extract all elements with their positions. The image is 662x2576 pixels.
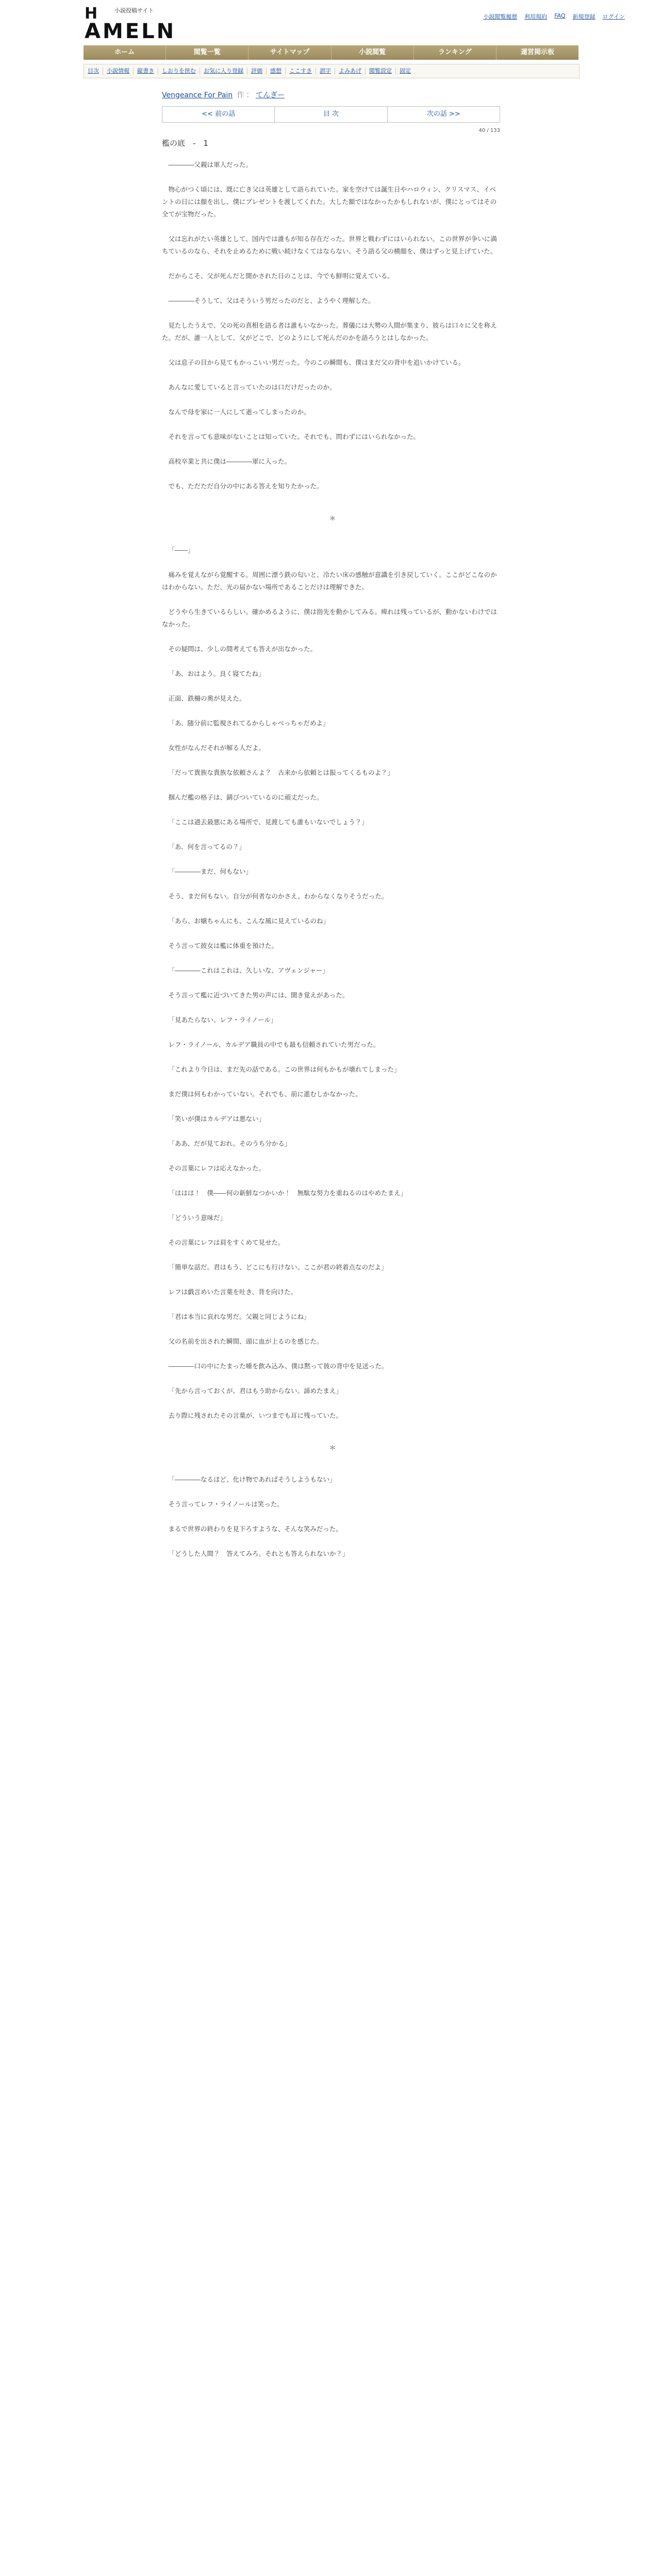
- subnav-kokosuki[interactable]: ここすき: [286, 67, 316, 75]
- body-paragraph: 父は息子の目から見てもかっこいい男だった。今のこの瞬間も、僕はまだ父の背中を追いかけている。: [168, 359, 465, 366]
- blank-line: [162, 754, 500, 767]
- blank-line: [162, 221, 500, 233]
- body-paragraph: 「先から言っておくが、君はもう助からない。諦めたまえ」: [168, 1387, 343, 1395]
- nav-browse[interactable]: 閲覧一覧: [166, 45, 249, 60]
- story-title-link[interactable]: Vengeance For Pain: [162, 91, 233, 99]
- nav-sitemap[interactable]: サイトマップ: [249, 45, 331, 60]
- blank-line: [162, 1150, 500, 1162]
- blank-line: [162, 282, 500, 295]
- body-paragraph: 「どういう意味だ」: [168, 1214, 227, 1222]
- body-paragraph: レフは戯言めいた言葉を吐き、背を向けた。: [168, 1288, 297, 1296]
- blank-line: [162, 730, 500, 742]
- body-paragraph: 「あ、随分前に監視されてるからしゃべっちゃだめよ」: [168, 719, 329, 727]
- body-paragraph: 女性がなんだそれが解る人だよ。: [168, 744, 266, 752]
- body-paragraph: 「ここは過去最悪にある場所で、見渡しても誰もいないでしょう？」: [168, 818, 368, 826]
- blank-line: [162, 804, 500, 816]
- body-paragraph: レフ・ライノール、カルデア職員の中でも最も信頼されていた男だった。: [168, 1041, 380, 1048]
- blank-line: [162, 344, 500, 357]
- blank-line: [162, 493, 500, 505]
- body-paragraph: 「君は本当に哀れな男だ。父親と同じようにね」: [168, 1313, 310, 1320]
- prev-chapter-link[interactable]: << 前の話: [162, 107, 275, 122]
- body-paragraph: 「笑いが僕はカルデアは悪ない」: [168, 1115, 266, 1123]
- body-paragraph: そう、まだ何もない。自分が何者なのかさえ、わからなくなりそうだった。: [168, 892, 388, 900]
- blank-line: [162, 779, 500, 791]
- subnav-rate[interactable]: 評価: [247, 67, 267, 75]
- blank-line: [162, 853, 500, 866]
- body-paragraph: 「あ、おはよう。良く寝てたね」: [168, 670, 265, 677]
- author-link[interactable]: てんぎー: [256, 91, 285, 99]
- blank-line: [162, 927, 500, 940]
- body-paragraph: 父は忘れがたい英雄として、国内では誰もが知る存在だった。世界と戦わずにはいられない。この世界が争いに満ちているのなら、それを止めるために戦い続けなくてはならない。そう語る父の横顔を、僕はずっと見上げていた。: [162, 235, 497, 255]
- blank-line: [162, 1199, 500, 1212]
- blank-line: [162, 1274, 500, 1286]
- body-paragraph: 「あ、何を言ってるの？」: [168, 843, 246, 851]
- blank-line: [162, 594, 500, 606]
- subnav-review[interactable]: 感想: [267, 67, 286, 75]
- body-paragraph: そう言って檻に近づいてきた男の声には、聞き覚えがあった。: [168, 991, 349, 999]
- blank-line: [162, 1026, 500, 1039]
- blank-line: [162, 556, 500, 569]
- body-paragraph: その言葉にレフは応えなかった。: [168, 1164, 266, 1172]
- chapter-count: 40 / 133: [478, 128, 500, 133]
- body-paragraph: ――――父親は軍人だった。: [168, 161, 253, 168]
- subnav-vertical[interactable]: 縦書き: [134, 67, 158, 75]
- subnav-readaloud[interactable]: よみあげ: [335, 67, 366, 75]
- blank-line: [162, 369, 500, 381]
- subnav-pin[interactable]: 固定: [400, 67, 411, 74]
- body-paragraph: あんなに愛していると言っていたのは口だけだったのか。: [168, 383, 336, 391]
- body-paragraph: どうやら生きているらしい。確かめるように、僕は指先を動かしてみる。痺れは残っているが、動かないわけではなかった。: [162, 608, 498, 628]
- blank-line: [162, 903, 500, 915]
- blank-line: [162, 952, 500, 964]
- nav-home[interactable]: ホーム: [84, 45, 166, 60]
- blank-line: [162, 1348, 500, 1360]
- subnav-toc[interactable]: 目次: [84, 67, 103, 75]
- blank-line: [162, 1298, 500, 1311]
- blank-line: [162, 1002, 500, 1014]
- subnav-bookmark[interactable]: しおりを挟む: [158, 67, 200, 75]
- blank-line: [162, 171, 500, 183]
- body-paragraph: 「だって貴族な貴族な依頼さんよ？ 古来から依頼とは振ってくるものよ？」: [168, 769, 394, 776]
- header-links: [483, 12, 625, 21]
- blank-line: [162, 680, 500, 692]
- author-prefix: 作：: [237, 91, 252, 99]
- body-paragraph: でも、ただただ自分の中にある答えを知りたかった。: [168, 482, 323, 490]
- blank-line: [162, 443, 500, 455]
- body-paragraph: 「あら、お嬢ちゃんにも、こんな風に見えているのね」: [168, 917, 330, 925]
- body-paragraph: 去り際に残されたその言葉が、いつまでも耳に残っていた。: [168, 1412, 343, 1419]
- body-paragraph: 「――――まだ、何もない」: [168, 868, 253, 875]
- logo-graphic: [84, 3, 197, 41]
- subnav-favorite[interactable]: お気に入り登録: [200, 67, 247, 75]
- svg-text:小説投稿サイト: 小説投稿サイト: [114, 7, 154, 14]
- blank-line: [162, 418, 500, 431]
- blank-line: [162, 977, 500, 989]
- blank-line: [162, 1249, 500, 1261]
- header-link-terms[interactable]: 利用規約: [524, 13, 548, 20]
- body-paragraph: ――――口の中にたまった唾を飲み込み、僕は黙って彼の背中を見送った。: [168, 1362, 388, 1370]
- body-paragraph: 見たしたうえで、父の死の真相を語る者は誰もいなかった。葬儀には大勢の人間が集まり、彼らは口々に父を称えた。だが、誰一人として、父がどこで、どのようにして死んだのかを語ろうとはしなかった。: [162, 321, 497, 342]
- body-paragraph: 掴んだ檻の格子は、錆びついているのに頑丈だった。: [168, 793, 323, 801]
- blank-line: [162, 1224, 500, 1236]
- blank-line: [162, 1461, 500, 1473]
- story-title-row: [162, 90, 500, 100]
- body-paragraph: 「見あたらない、レフ・ライノール」: [168, 1016, 277, 1024]
- blank-line: [162, 1125, 500, 1138]
- header-link-faq[interactable]: FAQ: [554, 12, 566, 19]
- nav-ranking[interactable]: ランキング: [414, 45, 496, 60]
- body-paragraph: そう言ってレフ・ライノールは笑った。: [168, 1500, 284, 1508]
- main-nav: [84, 45, 578, 60]
- toc-link[interactable]: 目 次: [275, 107, 387, 122]
- scene-break: ＊: [329, 1444, 339, 1451]
- main-content: [162, 82, 500, 1560]
- body-paragraph: 「どうした人間？ 答えてみろ。それとも答えられないか？」: [168, 1550, 349, 1557]
- body-paragraph: 「簡単な話だ。君はもう、どこにも行けない。ここが君の終着点なのだよ」: [168, 1263, 388, 1271]
- blank-line: [162, 1397, 500, 1410]
- header-link-history[interactable]: 小説閲覧履歴: [483, 13, 518, 20]
- body-paragraph: ――――そうして、父はそういう男だったのだと、ようやく理解した。: [168, 297, 375, 304]
- body-paragraph: それを言っても意味がないことは知っていた。それでも、問わずにはいられなかった。: [168, 433, 420, 440]
- body-paragraph: 「――――なるほど、化け物であればそうしようもない」: [168, 1476, 336, 1483]
- nav-board[interactable]: 運営掲示板: [520, 48, 554, 56]
- body-paragraph: 物心がつく頃には、既に亡き父は英雄として語られていた。家を空けては誕生日やハロウィン、クリスマス、イベントの日には顔を出し、僕にプレゼントを渡してくれた。大した額ではなかったかもしれないが、僕にとってはその全てが宝物だった。: [162, 185, 497, 218]
- chapter-title: 檻の底 - 1: [162, 139, 208, 148]
- blank-line: [162, 1486, 500, 1498]
- scene-break: ＊: [329, 515, 339, 522]
- blank-line: [162, 1511, 500, 1523]
- body-paragraph: 「これより今日は、まだ先の話である。この世界は何もかもが壊れてしまった」: [168, 1065, 401, 1073]
- blank-line: [162, 258, 500, 270]
- body-paragraph: 痛みを覚えながら覚醒する。周囲に漂う鉄の匂いと、冷たい床の感触が意識を引き戻していく。ここがどこなのかはわからない。ただ、光の届かない場所であることだけは理解できた。: [162, 571, 497, 591]
- header-link-register[interactable]: 新規登録: [572, 13, 595, 20]
- body-paragraph: 父の名前を出された瞬間、頭に血が上るのを感じた。: [168, 1337, 323, 1345]
- nav-novel[interactable]: 小説閲覧: [332, 45, 414, 60]
- blank-line: [162, 655, 500, 668]
- next-chapter-link[interactable]: 次の話 >>: [426, 110, 460, 118]
- blank-line: [162, 1422, 500, 1434]
- blank-line: [162, 532, 500, 544]
- svg-text:H: H: [85, 5, 100, 23]
- blank-line: [162, 878, 500, 890]
- blank-line: [162, 1175, 500, 1187]
- header-link-login[interactable]: ログイン: [602, 13, 625, 20]
- body-paragraph: その疑問は、少しの間考えても答えが出なかった。: [168, 645, 317, 653]
- body-paragraph: 「――」: [168, 546, 194, 554]
- site-header: [0, 0, 662, 45]
- chapter-pager: [162, 106, 500, 123]
- blank-line: [162, 705, 500, 717]
- body-paragraph: なんで母を家に一人にして逝ってしまったのか。: [168, 408, 310, 416]
- body-paragraph: だからこそ、父が死んだと聞かされた日のことは、今でも鮮明に覚えている。: [168, 272, 394, 280]
- body-paragraph: その言葉にレフは肩をすくめて見せた。: [168, 1239, 285, 1246]
- blank-line: [162, 468, 500, 480]
- body-paragraph: 「――――これはこれは、久しいな、アヴェンジャー」: [168, 967, 329, 974]
- blank-line: [162, 1372, 500, 1385]
- subnav-view-settings[interactable]: 閲覧設定: [366, 67, 396, 75]
- subnav-typo[interactable]: 誤字: [316, 67, 335, 75]
- blank-line: [162, 1076, 500, 1088]
- blank-line: [162, 394, 500, 406]
- body-paragraph: そう言って彼女は檻に体重を預けた。: [168, 942, 278, 950]
- body-paragraph: まるで世界の終わりを見下ろすような、そんな笑みだった。: [168, 1525, 342, 1533]
- chapter-body: [162, 159, 500, 1560]
- blank-line: [162, 1051, 500, 1063]
- body-paragraph: 高校卒業と共に僕は――――軍に入った。: [168, 457, 291, 465]
- body-paragraph: 「ははは！ 僕――何の新鮮なつかいか！ 無駄な努力を重ねるのはやめたまえ」: [168, 1189, 407, 1197]
- blank-line: [162, 307, 500, 319]
- svg-text:AMELN: AMELN: [85, 20, 176, 41]
- blank-line: [162, 631, 500, 643]
- blank-line: [162, 1323, 500, 1335]
- blank-line: [162, 1100, 500, 1113]
- body-paragraph: まだ僕は何もわかっていない。それでも、前に進むしかなかった。: [168, 1090, 362, 1098]
- subnav-novel-info[interactable]: 小説情報: [103, 67, 134, 75]
- hameln-logo[interactable]: [84, 3, 197, 41]
- sub-nav: [84, 64, 580, 78]
- blank-line: [162, 1535, 500, 1548]
- blank-line: [162, 828, 500, 841]
- body-paragraph: 正面、鉄柵の奥が見えた。: [168, 694, 246, 702]
- body-paragraph: 「ああ、だが見ておれ。そのうち分かる」: [168, 1140, 291, 1147]
